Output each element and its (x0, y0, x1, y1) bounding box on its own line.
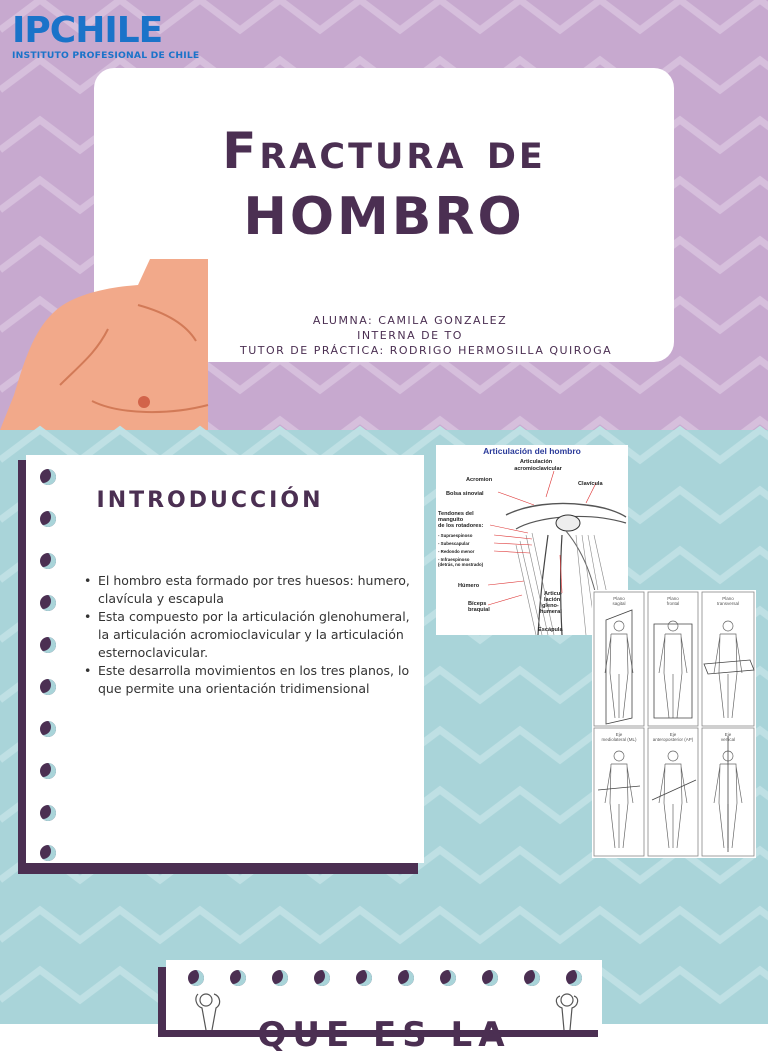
binder-ring-icon (40, 679, 56, 695)
binder-ring-icon (40, 469, 56, 485)
axis-label: Eje (724, 732, 732, 737)
shoulder-illustration (0, 255, 215, 430)
anatomical-planes-figure (592, 590, 756, 858)
section-heading: INTRODUCCIÓN (96, 488, 324, 513)
svg-text:Planotransversal: Plano transversal (716, 596, 740, 606)
anatomy-label: - Supraespinoso (438, 533, 473, 538)
ipchile-logo (12, 12, 199, 61)
title-slide (0, 0, 768, 430)
slide-title (94, 118, 674, 250)
svg-text:Ejeanteroposterior (AP): Eje anteroposterior (AP) (652, 732, 694, 742)
anatomy-label: Acromion (466, 477, 493, 483)
title-line-2: HOMBRO (243, 187, 525, 247)
binder-ring-icon (566, 970, 582, 986)
svg-text:- Infraespinoso(detrás, no mos: - Infraespinoso (detrás, no mostrado) (438, 557, 484, 567)
binder-ring-icon (40, 721, 56, 737)
binder-ring-icon (40, 805, 56, 821)
anatomy-label: Escápula (538, 627, 563, 633)
svg-text:Ejemediolateral (ML): Eje mediolateral (ML) (601, 732, 637, 742)
planes-diagram (592, 590, 756, 858)
binder-ring-icon (40, 637, 56, 653)
axis-label: Eje (615, 732, 623, 737)
binder-ring-icon (40, 553, 56, 569)
binder-ring-icon (40, 595, 56, 611)
binder-ring-icon (188, 970, 204, 986)
binder-ring-icon (440, 970, 456, 986)
anatomy-label: - Redondo menor (438, 549, 475, 554)
plane-label: Plano (667, 596, 679, 601)
anatomy-title: Articulación del hombro (483, 446, 581, 456)
binder-ring-icon (482, 970, 498, 986)
bullet-item: • Este desarrolla movimientos en los tres planos, lo que permite una orientación tridimensional (84, 662, 414, 698)
anatomy-label: Bolsa sinovial (446, 491, 484, 497)
binder-ring-icon (272, 970, 288, 986)
binder-ring-icon (356, 970, 372, 986)
title-line-1: Fractura de (222, 122, 546, 180)
binder-ring-icon (40, 845, 56, 861)
plane-label: Plano (613, 596, 625, 601)
svg-text:Articu-lacióngleno-humeral: Articu-lación gleno-humeral (540, 591, 563, 615)
binder-ring-icon (524, 970, 540, 986)
svg-text:Planosagital: Plano sagital (612, 596, 626, 606)
binder-ring-icon (314, 970, 330, 986)
logo-name: IPCHILE (12, 10, 163, 51)
anatomy-label: Húmero (458, 583, 480, 589)
svg-text:Ejevertical: Eje vertical (720, 732, 736, 742)
introduction-slide (0, 430, 768, 1055)
binder-ring-icon (230, 970, 246, 986)
tutor-line: TUTOR DE PRÁCTICA: RODRIGO HERMOSILLA QUIROGA (240, 344, 613, 357)
binder-ring-icon (40, 511, 56, 527)
svg-text:Tendones delmanguitode los rot: Tendones del manguito de los rotadores: (438, 511, 484, 529)
binder-ring-icon (398, 970, 414, 986)
role-line: INTERNA DE TO (357, 329, 463, 342)
plane-label: Plano (722, 596, 734, 601)
axis-label: Eje (669, 732, 677, 737)
logo-tagline: INSTITUTO PROFESIONAL DE CHILE (12, 50, 200, 61)
next-slide-heading: QUE ES LA (257, 1015, 511, 1055)
student-line: ALUMNA: CAMILA GONZALEZ (312, 314, 508, 327)
anatomy-label: Clavícula (578, 481, 603, 487)
anatomy-label: Articulación (519, 459, 553, 465)
bullet-list (84, 572, 414, 698)
svg-text:Articulaciónacromioclavicular: Articulación acromioclavicular (514, 459, 562, 472)
bullet-item: • El hombro esta formado por tres huesos: humero, clavícula y escapula (84, 572, 414, 608)
svg-text:Planofrontal: Plano frontal (666, 596, 680, 606)
anatomy-label: - Subescapular (438, 541, 470, 546)
bullet-item: • Esta compuesto por la articulación glenohumeral, la articulación acromioclavicular y la articulación esternoclavicular. (84, 608, 414, 662)
svg-text:Bícepsbraquial: Bíceps braquial (468, 601, 490, 613)
binder-ring-icon (40, 763, 56, 779)
presentation-credits (240, 313, 613, 358)
